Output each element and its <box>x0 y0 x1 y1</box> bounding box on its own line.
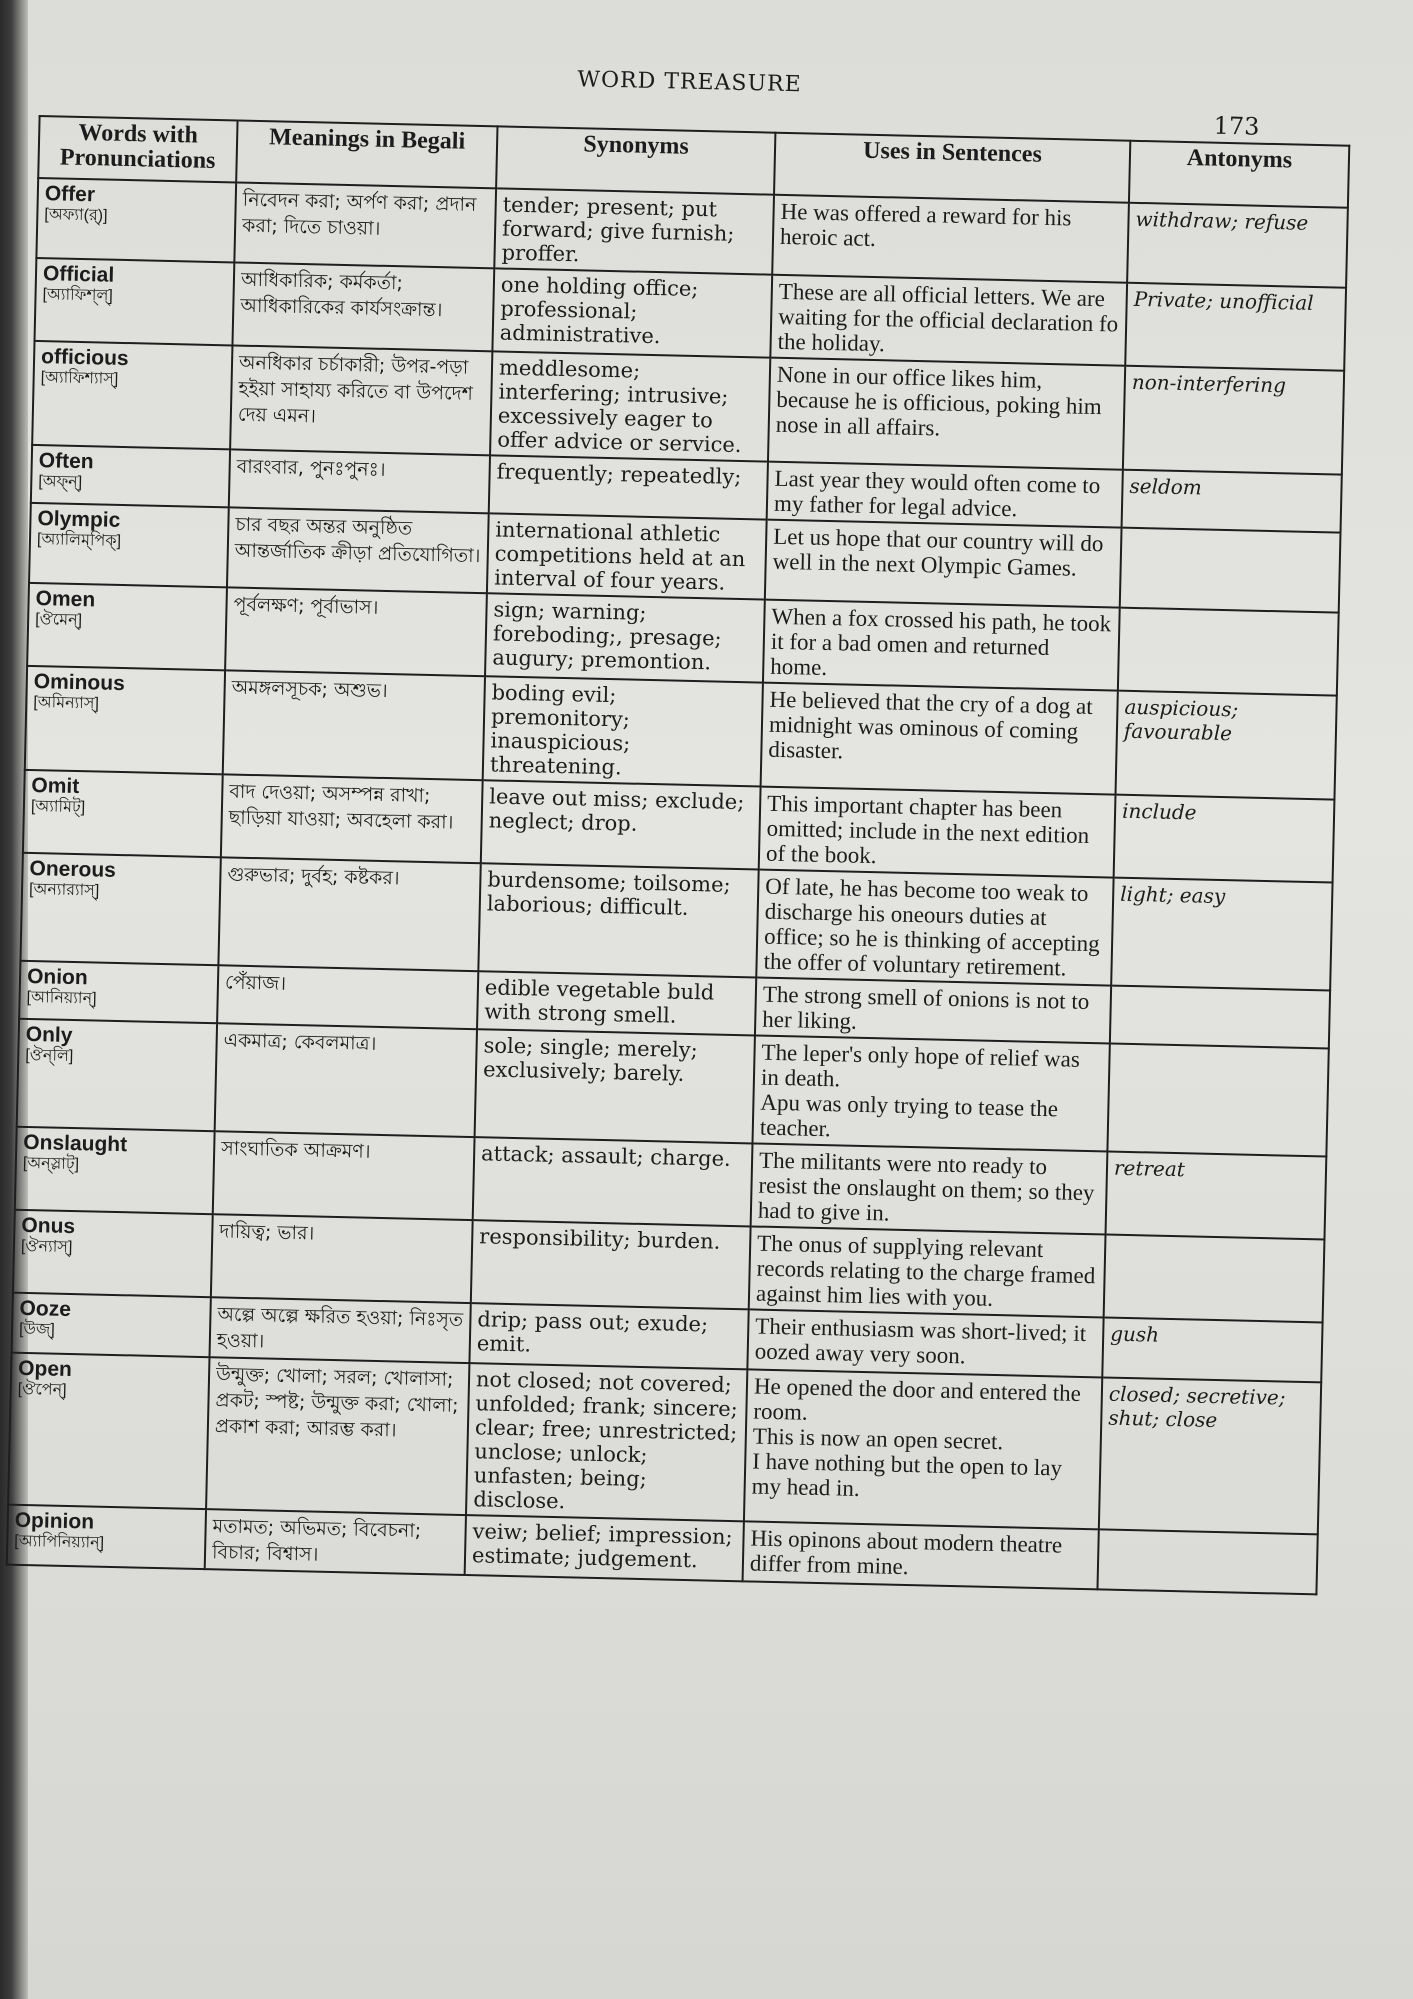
synonyms-cell <box>469 1303 748 1369</box>
usage-cell <box>772 195 1129 283</box>
headword: Onus <box>21 1213 76 1239</box>
headword: Open <box>17 1356 73 1382</box>
pronunciation: [ঔন্যাস্] <box>20 1237 73 1257</box>
usage-cell-text: These are all official letters. We are waiting for the official declaration fo the holiday. <box>777 278 1119 357</box>
pronunciation: [ঔন্‌লি] <box>25 1046 74 1066</box>
pronunciation: [অফ্‌ন্] <box>38 473 83 492</box>
antonyms-cell-text <box>1127 612 1332 617</box>
usage-cell <box>765 520 1122 608</box>
antonyms-cell <box>1114 795 1335 883</box>
synonyms-cell-text: not closed; not covered; unfolded; frank; sincere; clear; free; unrestricted; unclose; unlock; unfasten; being; disclose. <box>473 1367 739 1514</box>
synonyms-cell <box>490 351 770 461</box>
headword: Official <box>42 262 115 287</box>
antonyms-cell-text: retreat <box>1113 1155 1186 1182</box>
word-cell <box>27 583 227 670</box>
usage-cell <box>756 870 1113 986</box>
usage-cell <box>770 275 1127 366</box>
synonyms-cell <box>471 1220 751 1309</box>
antonyms-cell-text <box>1118 990 1323 995</box>
bengali-meaning-text: আধিকারিক; কর্মকর্তা; আধিকারিকের কার্যসংক্রান্ত। <box>240 268 443 322</box>
synonyms-cell-text: edible vegetable buld with strong smell. <box>484 975 715 1028</box>
antonyms-cell-text <box>1106 1534 1311 1539</box>
bengali-meaning-text: অনধিকার চর্চাকারী; উপর-পড়া হইয়া সাহায্য করিতে বা উপদেশ দেয় এমন। <box>237 351 474 428</box>
usage-cell <box>761 683 1118 795</box>
headword: officious <box>40 345 129 371</box>
antonyms-cell-text: light; easy <box>1119 881 1226 909</box>
usage-cell <box>767 462 1123 528</box>
col-header-uses: Uses in Sentences <box>774 133 1130 203</box>
antonyms-cell <box>1123 366 1344 475</box>
word-cell <box>35 258 235 345</box>
usage-cell-text: Of late, he has become too weak to discharge his oneours duties at office; so he is thinking of accepting the offer of voluntary retirement. <box>763 873 1100 981</box>
pronunciation: [অন্যার‍্যাস্] <box>28 880 100 900</box>
word-cell <box>7 1505 206 1569</box>
bengali-meaning <box>232 262 494 351</box>
antonyms-cell-text <box>1128 532 1333 537</box>
synonyms-cell <box>487 513 767 599</box>
bengali-meaning-text: মতামত; অভিমত; বিবেচনা; বিচার; বিশ্বাস। <box>211 1515 422 1566</box>
word-cell <box>20 853 220 965</box>
word-cell <box>13 1210 213 1297</box>
usage-cell-text: The strong smell of onions is not to her liking. <box>762 981 1090 1034</box>
antonyms-cell-text: gush <box>1109 1321 1160 1347</box>
bengali-meaning-text: গুরুভার; দুর্বহ; কষ্টকর। <box>227 863 400 890</box>
synonyms-cell-text: burdensome; toilsome; laborious; difficult. <box>486 867 731 920</box>
usage-cell <box>768 358 1125 470</box>
bengali-meaning <box>218 857 480 971</box>
synonyms-cell <box>475 1029 755 1143</box>
pronunciation: [আনিয়্যান্] <box>26 988 97 1008</box>
headword: Opinion <box>14 1508 95 1534</box>
usage-cell-text: He was offered a reward for his heroic act. <box>779 198 1072 252</box>
word-cell <box>32 341 232 449</box>
synonyms-cell-text: meddlesome; interfering; intrusive; excessively eager to offer advice or service. <box>497 355 742 458</box>
antonyms-cell <box>1115 691 1336 800</box>
pronunciation: [উজ্] <box>18 1320 55 1339</box>
synonyms-cell-text: boding evil; premonitory; inauspicious; threatening. <box>489 680 631 780</box>
bengali-meaning <box>229 449 490 513</box>
usage-cell <box>763 600 1120 691</box>
bengali-meaning <box>225 587 487 676</box>
antonyms-cell-text: Private; unofficial <box>1133 286 1314 315</box>
headword: Onslaught <box>23 1130 128 1157</box>
bengali-meaning-text: উন্মুক্ত; খোলা; সরল; খোলাসা; প্রকট; স্পষ্ট; উন্মুক্ত করা; খোলা; প্রকাশ করা; আরম্ভ করা। <box>214 1363 459 1442</box>
usage-cell-text: When a fox crossed his path, he took it for a bad omen and returned home. <box>770 603 1112 681</box>
usage-cell-text: He believed that the cry of a dog at midnight was ominous of coming disaster. <box>768 686 1093 764</box>
usage-cell <box>759 787 1116 878</box>
page-number: 173 <box>1213 111 1260 141</box>
synonyms-cell <box>477 971 756 1035</box>
usage-cell-text: He opened the door and entered the room. This is now an open secret. I have nothing but the open to lay my head in. <box>751 1373 1082 1501</box>
word-cell <box>23 770 223 857</box>
pronunciation: [অমিন্যাস্] <box>33 694 100 713</box>
col-header-word: Words with Pronunciations <box>38 116 237 182</box>
antonyms-cell <box>1106 1151 1327 1239</box>
synonyms-cell <box>492 268 772 357</box>
word-cell <box>12 1293 211 1357</box>
synonyms-cell-text: international athletic competitions held at an interval of four years. <box>493 517 746 595</box>
pronunciation: [অ্যাফিশ্‌ল্] <box>42 286 114 305</box>
synonyms-cell-text: veiw; belief; impression; estimate; judgement. <box>471 1519 733 1573</box>
antonyms-cell <box>1111 878 1332 991</box>
headword: Ooze <box>19 1296 72 1322</box>
antonyms-cell-text: include <box>1121 798 1197 825</box>
word-cell <box>25 666 225 774</box>
col-header-synonyms: Synonyms <box>496 126 775 194</box>
pronunciation: [অ্যামিট্] <box>30 797 86 817</box>
table-row <box>8 1353 1321 1535</box>
word-cell <box>36 178 236 262</box>
synonyms-cell <box>483 676 763 786</box>
synonyms-cell-text: drip; pass out; exude; emit. <box>476 1307 709 1357</box>
pronunciation: [অ্যালিম্‌পিক্] <box>36 531 122 550</box>
word-cell <box>15 1127 215 1214</box>
headword: Onerous <box>29 856 117 882</box>
bengali-meaning-text: অল্পে অল্পে ক্ষরিত হওয়া; নিঃসৃত হওয়া। <box>216 1303 464 1353</box>
synonyms-cell <box>485 593 765 682</box>
usage-cell-text: This important chapter has been omitted; include in the next edition of the book. <box>765 790 1090 869</box>
bengali-meaning-text: পেঁয়াজ। <box>224 971 287 995</box>
usage-cell-text: Let us hope that our country will do well in the next Olympic Games. <box>772 523 1104 581</box>
usage-cell-text: Their enthusiasm was short-lived; it oozed away very soon. <box>754 1313 1087 1369</box>
bengali-meaning-text: বাদ দেওয়া; অসম্পন্ন রাখা; ছাড়িয়া যাওয়া; অবহেলা করা। <box>228 780 454 834</box>
synonyms-cell <box>489 455 768 519</box>
usage-cell <box>752 1035 1109 1151</box>
bengali-meaning <box>230 345 492 455</box>
synonyms-cell-text: tender; present; put forward; give furnish; proffer. <box>501 192 735 267</box>
usage-cell <box>743 1521 1099 1589</box>
running-head: WORD TREASURE <box>577 67 802 98</box>
antonyms-cell-text: auspicious; favourable <box>1123 694 1239 746</box>
antonyms-cell-text: seldom <box>1129 473 1203 500</box>
bengali-meaning <box>206 1357 469 1515</box>
usage-cell <box>749 1226 1106 1317</box>
synonyms-cell-text: frequently; repeatedly; <box>496 459 742 490</box>
pronunciation: [ঔমেন্] <box>34 611 83 630</box>
usage-cell-text: The onus of supplying relevant records relating to the charge framed against him lies with you. <box>755 1230 1096 1311</box>
synonyms-cell-text: attack; assault; charge. <box>480 1141 731 1171</box>
synonyms-cell-text: one holding office; professional; administrative. <box>499 272 699 349</box>
antonyms-cell-text: withdraw; refuse <box>1135 206 1309 235</box>
usage-cell <box>751 1143 1108 1234</box>
word-treasure-table <box>6 115 1351 1595</box>
usage-cell-text: The leper's only hope of relief was in death. Apu was only trying to tease the teacher. <box>759 1039 1081 1142</box>
headword: Onion <box>26 964 88 990</box>
synonyms-cell-text: leave out miss; exclude; neglect; drop. <box>488 784 745 836</box>
bengali-meaning <box>223 670 485 780</box>
pronunciation: [অ্যাফিশ্যাস্] <box>40 369 119 388</box>
bengali-meaning <box>215 1023 477 1137</box>
bengali-meaning-text: অমঙ্গলসূচক; অশুভ। <box>231 676 388 703</box>
book-page <box>0 55 1365 1935</box>
bengali-meaning <box>234 182 496 268</box>
bengali-meaning <box>205 1509 466 1575</box>
bengali-meaning <box>227 507 489 593</box>
antonyms-cell-text: non-interfering <box>1131 369 1287 398</box>
bengali-meaning-text: একমাত্র; কেবলমাত্র। <box>223 1029 377 1055</box>
col-header-antonyms: Antonyms <box>1129 141 1349 208</box>
bengali-meaning-text: পূর্বলক্ষণ; পূর্বাভাস। <box>233 593 379 619</box>
bengali-meaning-text: চার বছর অন্তর অনুষ্ঠিত আন্তর্জাতিক ক্রীড়া প্রতিযোগিতা। <box>234 513 481 568</box>
bengali-meaning-text: বারংবার, পুনঃপুনঃ। <box>236 455 386 481</box>
antonyms-cell <box>1120 528 1341 613</box>
antonyms-cell <box>1097 1529 1317 1594</box>
antonyms-cell <box>1110 986 1330 1049</box>
headword: Omit <box>31 773 80 799</box>
usage-cell <box>747 1309 1103 1377</box>
usage-cell-text: None in our office likes him, because he is officious, poking him nose in all affairs. <box>775 361 1102 441</box>
word-cell <box>29 503 229 587</box>
synonyms-cell <box>465 1515 744 1581</box>
bengali-meaning-text: দায়িত্ব; ভার। <box>219 1220 315 1245</box>
antonyms-cell-text <box>1112 1239 1317 1244</box>
antonyms-cell-text <box>1117 1048 1322 1053</box>
headword: Olympic <box>37 507 121 532</box>
bengali-meaning <box>217 965 478 1029</box>
synonyms-cell-text: sign; warning; foreboding;, presage; augury; premontion. <box>492 597 722 675</box>
antonyms-cell <box>1099 1377 1321 1534</box>
pronunciation: [অ্যাপিনিয়্যান্] <box>14 1532 105 1552</box>
headword: Omen <box>35 587 96 612</box>
antonyms-cell <box>1125 283 1346 371</box>
antonyms-cell-text: closed; secretive; shut; close <box>1108 1381 1286 1433</box>
headword: Only <box>25 1022 73 1047</box>
synonyms-cell-text: responsibility; burden. <box>479 1224 721 1254</box>
pronunciation: [ঔপেন্] <box>17 1380 67 1399</box>
word-cell <box>8 1353 209 1509</box>
usage-cell-text: Last year they would often come to my father for legal advice. <box>773 465 1101 522</box>
bengali-meaning <box>221 774 483 863</box>
usage-cell-text: His opinons about modern theatre differ from mine. <box>749 1525 1063 1580</box>
word-cell <box>31 445 230 507</box>
pronunciation: [অফ্যা(র্)] <box>44 206 108 225</box>
word-cell <box>19 961 218 1023</box>
headword: Often <box>38 449 94 474</box>
usage-cell <box>744 1369 1102 1529</box>
bengali-meaning <box>210 1297 471 1363</box>
bengali-meaning <box>211 1214 473 1303</box>
synonyms-cell <box>478 863 758 977</box>
col-header-bengali: Meanings in Begali <box>236 120 497 188</box>
synonyms-cell <box>494 188 774 274</box>
bengali-meaning-text: সাংঘাতিক আক্রমণ। <box>220 1137 371 1163</box>
headword: Offer <box>44 182 96 207</box>
synonyms-cell <box>473 1137 753 1226</box>
antonyms-cell <box>1118 608 1339 696</box>
headword: Ominous <box>33 670 126 696</box>
antonyms-cell <box>1104 1234 1325 1322</box>
synonyms-cell <box>466 1363 747 1521</box>
word-cell <box>17 1019 217 1131</box>
synonyms-cell-text: sole; single; merely; exclusively; barely. <box>482 1033 699 1086</box>
usage-cell <box>755 977 1111 1043</box>
antonyms-cell <box>1102 1317 1322 1382</box>
antonyms-cell <box>1122 470 1342 533</box>
pronunciation: [অন্‌স্লাট্] <box>22 1154 80 1174</box>
synonyms-cell <box>481 780 761 869</box>
bengali-meaning-text: নিবেদন করা; অর্পণ করা; প্রদান করা; দিতে চাওয়া। <box>241 188 477 240</box>
antonyms-cell <box>1107 1044 1328 1157</box>
antonyms-cell <box>1127 203 1348 288</box>
usage-cell-text: The militants were nto ready to resist the onslaught on them; so they had to give in. <box>757 1147 1095 1226</box>
bengali-meaning <box>213 1131 475 1220</box>
